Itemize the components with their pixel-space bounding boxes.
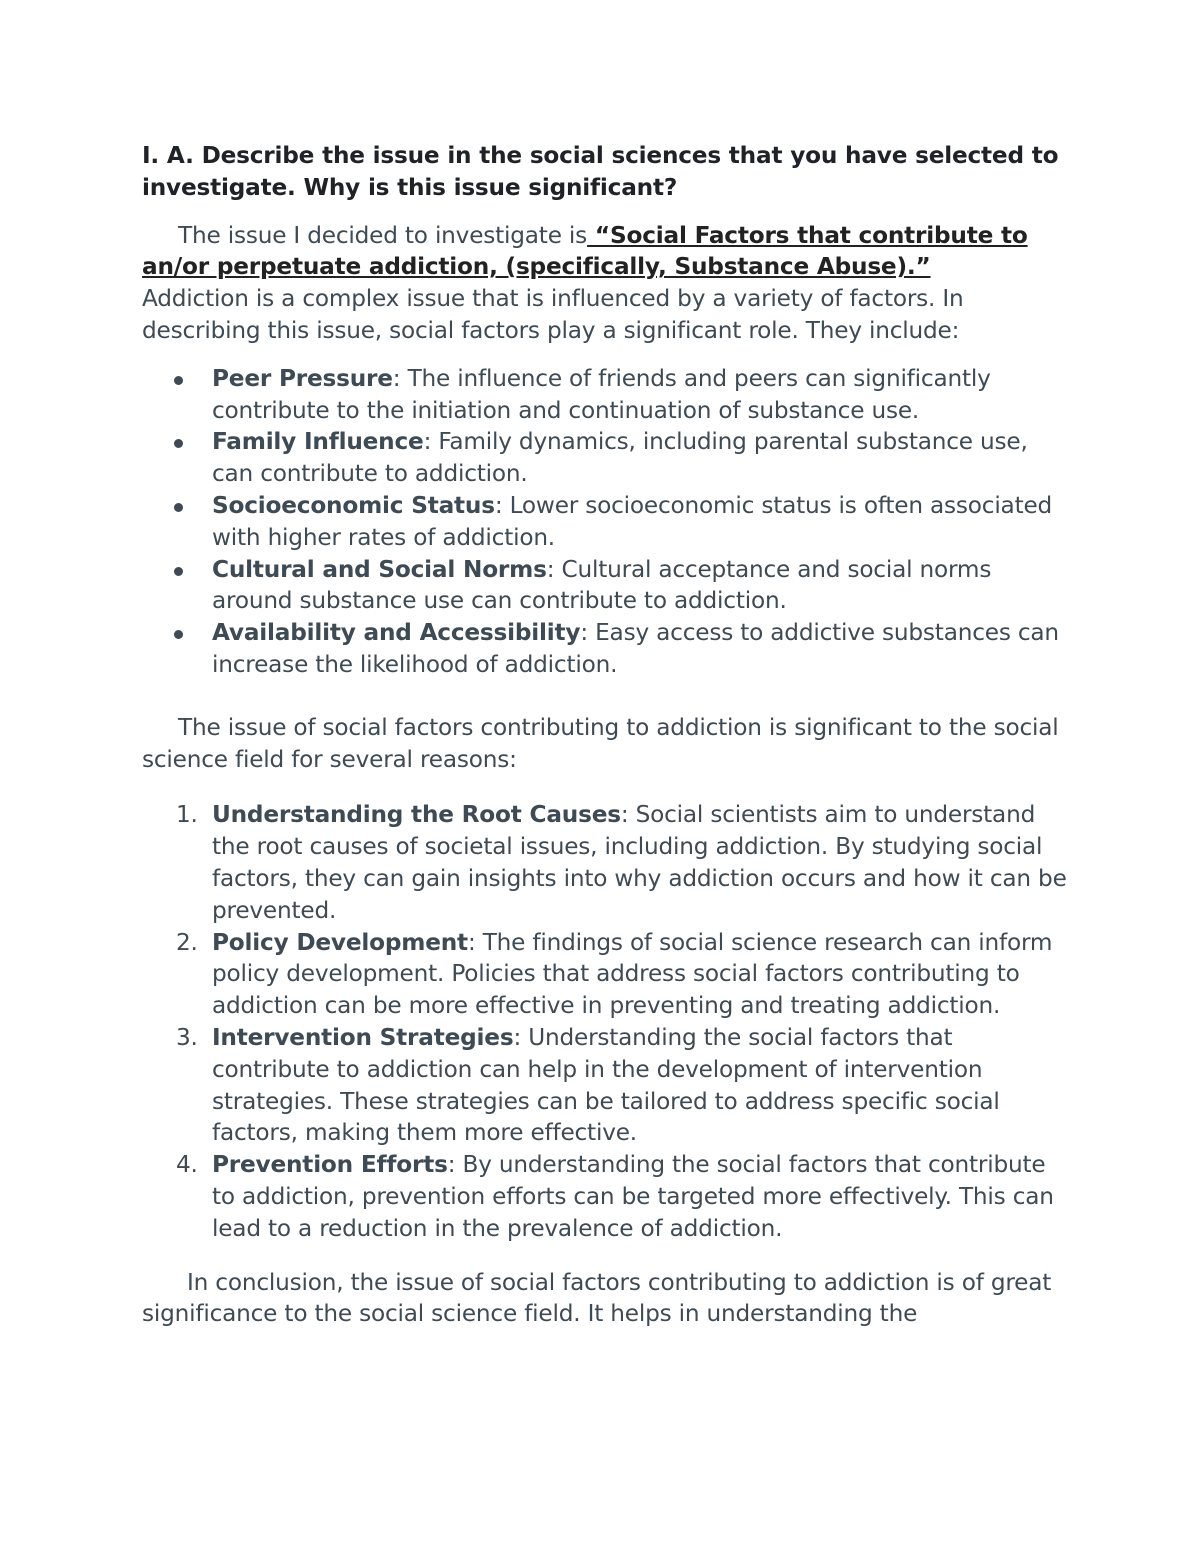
reason-text: : The findings of social science research can inform policy development. Policies that address social factors contributing to addiction can be more effective in preventing and treating addiction. xyxy=(212,928,1053,1020)
list-item xyxy=(142,490,1072,554)
conclusion-paragraph: In conclusion, the issue of social factors contributing to addiction is of great significance to the social science field. It helps in understanding the xyxy=(142,1268,1052,1328)
list-item xyxy=(142,363,1072,427)
list-item xyxy=(142,426,1072,490)
factor-text: : The influence of friends and peers can significantly contribute to the initiation and continuation of substance use. xyxy=(212,364,991,424)
bullet-icon xyxy=(174,439,183,448)
reason-text: : Understanding the social factors that contribute to addiction can help in the development of intervention strategies. These strategies can be tailored to address specific social factors, making them more effective. xyxy=(212,1023,1000,1147)
bullet-icon xyxy=(174,567,183,576)
factor-term: Availability and Accessibility xyxy=(212,619,581,647)
reason-term: Prevention Efforts xyxy=(212,1151,448,1179)
list-item xyxy=(142,554,1072,618)
list-number: 2. xyxy=(176,928,198,956)
intro-paragraph xyxy=(142,220,1072,284)
document-page xyxy=(142,140,1072,1330)
list-item xyxy=(142,1022,1072,1149)
factor-term: Family Influence xyxy=(212,428,424,456)
reason-term: Understanding the Root Causes xyxy=(212,801,621,829)
factors-list xyxy=(142,363,1072,681)
list-number: 4. xyxy=(176,1151,198,1179)
list-item xyxy=(142,1149,1072,1244)
section-heading: I. A. Describe the issue in the social sciences that you have selected to investigate. Why is this issue significant? xyxy=(142,142,1059,201)
reason-text: : By understanding the social factors that contribute to addiction, prevention efforts can be targeted more effectively. This can lead to a reduction in the prevalence of addiction. xyxy=(212,1151,1054,1242)
bullet-icon xyxy=(174,630,183,639)
factor-text: : Lower socioeconomic status is often associated with higher rates of addiction. xyxy=(212,491,1053,551)
intro-lead: The issue I decided to investigate is xyxy=(178,221,588,249)
significance-paragraph: The issue of social factors contributing to addiction is significant to the social science field for several reasons: xyxy=(142,713,1059,773)
bullet-icon xyxy=(174,376,183,385)
factor-term: Socioeconomic Status xyxy=(212,491,495,519)
bullet-icon xyxy=(174,503,183,512)
reasons-list xyxy=(142,799,1072,1244)
list-item xyxy=(142,927,1072,1022)
factor-term: Cultural and Social Norms xyxy=(212,555,547,583)
factor-text: : Easy access to addictive substances can increase the likelihood of addiction. xyxy=(212,619,1059,678)
list-number: 3. xyxy=(176,1023,198,1051)
topic-title: “Social Factors that contribute to an/or perpetuate addiction, (specifically, Substance Abuse).” xyxy=(142,221,1028,281)
list-number: 1. xyxy=(176,801,198,829)
list-item xyxy=(142,617,1072,681)
intro-body: Addiction is a complex issue that is influenced by a variety of factors. In describing this issue, social factors play a significant role. They include: xyxy=(142,285,964,344)
reason-term: Intervention Strategies xyxy=(212,1023,514,1051)
factor-text: : Family dynamics, including parental substance use, can contribute to addiction. xyxy=(212,428,1028,488)
reason-text: : Social scientists aim to understand the root causes of societal issues, including addiction. By studying social factors, they can gain insights into why addiction occurs and how it can be prevented. xyxy=(212,801,1067,924)
factor-term: Peer Pressure xyxy=(212,364,393,392)
list-item xyxy=(142,799,1072,926)
factor-text: : Cultural acceptance and social norms around substance use can contribute to addiction. xyxy=(212,555,992,615)
reason-term: Policy Development xyxy=(212,928,468,956)
